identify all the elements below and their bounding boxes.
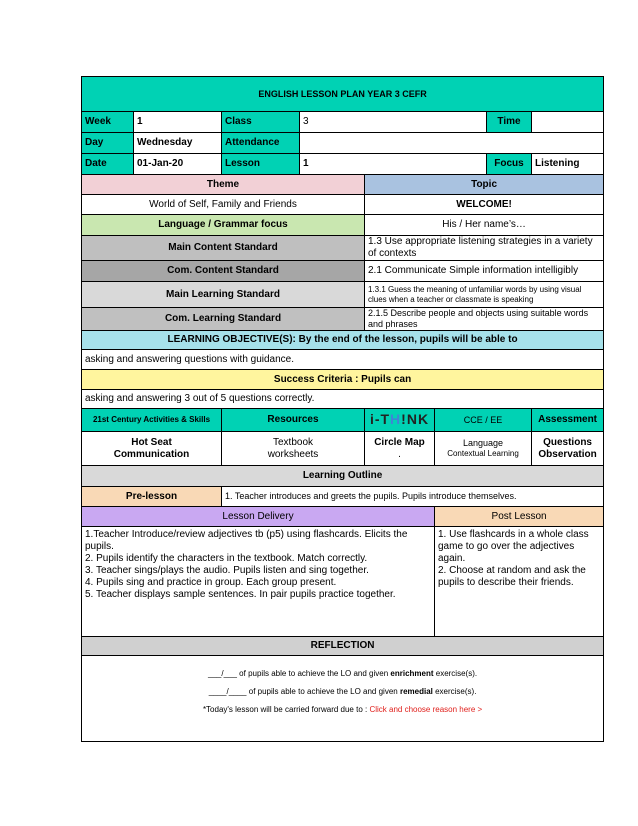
cce-1: Language	[462, 438, 504, 448]
assessment-1: Questions	[543, 436, 592, 448]
ithink-map-extra: .	[398, 448, 401, 460]
focus-value[interactable]: Listening	[532, 154, 604, 175]
day-label: Day	[82, 133, 134, 154]
resource-1: Textbook	[272, 436, 314, 448]
main-content-label: Main Content Standard	[82, 236, 365, 261]
pre-lesson-value[interactable]: 1. Teacher introduces and greets the pupils. Pupils introduce themselves.	[222, 487, 604, 507]
delivery-step: 2. Pupils identify the characters in the textbook. Match correctly.	[85, 553, 368, 564]
main-content-value[interactable]: 1.3 Use appropriate listening strategies in a variety of contexts	[365, 236, 604, 261]
lesson-value[interactable]: 1	[300, 154, 487, 175]
success-criteria-label: Success Criteria : Pupils can	[82, 370, 604, 390]
lesson-plan-table	[81, 76, 604, 742]
com-content-value[interactable]: 2.1 Communicate Simple information intelligibly	[365, 261, 604, 282]
week-value[interactable]: 1	[134, 112, 222, 133]
post-step: 2. Choose at random and ask the pupils to describe their friends.	[438, 565, 586, 588]
post-lesson-steps[interactable]	[435, 527, 604, 637]
post-step: 1. Use flashcards in a whole class game to go over the adjectives again.	[438, 529, 589, 564]
century-activity-2: Communication	[113, 448, 190, 460]
learning-outline-label: Learning Outline	[82, 466, 604, 487]
assessment-cell[interactable]	[532, 432, 604, 466]
class-label: Class	[222, 112, 300, 133]
assessment-header: Assessment	[532, 409, 604, 432]
reflection-body[interactable]	[82, 656, 604, 742]
delivery-step: 4. Pupils sing and practice in group. Each group present.	[85, 577, 337, 588]
language-focus-label: Language / Grammar focus	[82, 215, 365, 236]
com-learning-value[interactable]: 2.1.5 Describe people and objects using suitable words and phrases	[365, 308, 604, 331]
day-value[interactable]: Wednesday	[134, 133, 222, 154]
post-lesson-label: Post Lesson	[435, 507, 604, 527]
objective-label: LEARNING OBJECTIVE(S): By the end of the lesson, pupils will be able to	[82, 331, 604, 350]
reflection-carry-forward-line: *Today's lesson will be carried forward due to : Click and choose reason here >	[202, 704, 483, 714]
delivery-step: 3. Teacher sings/plays the audio. Pupils listen and sing together.	[85, 565, 369, 576]
delivery-step: 5. Teacher displays sample sentences. In pair pupils practice together.	[85, 589, 396, 600]
resources-header: Resources	[222, 409, 365, 432]
class-value[interactable]: 3	[300, 112, 487, 133]
page-title: ENGLISH LESSON PLAN YEAR 3 CEFR	[82, 77, 604, 112]
ithink-logo	[365, 409, 435, 432]
com-learning-label: Com. Learning Standard	[82, 308, 365, 331]
delivery-step: 1.Teacher Introduce/review adjectives tb (p5) using flashcards. Elicits the pupils.	[85, 529, 408, 552]
lesson-label: Lesson	[222, 154, 300, 175]
success-criteria-value[interactable]: asking and answering 3 out of 5 questions correctly.	[82, 390, 604, 409]
com-content-label: Com. Content Standard	[82, 261, 365, 282]
century-activities-header: 21st Century Activities & Skills	[82, 409, 222, 432]
lesson-plan-sheet	[81, 76, 603, 742]
cce-2: Contextual Learning	[447, 449, 519, 458]
theme-label: Theme	[82, 175, 365, 195]
topic-label: Topic	[365, 175, 604, 195]
assessment-2: Observation	[538, 448, 597, 460]
lesson-delivery-label: Lesson Delivery	[82, 507, 435, 527]
reason-dropdown[interactable]: Click and choose reason here >	[369, 704, 483, 714]
reflection-remedial-line: ____/____ of pupils able to achieve the LO and given remedial exercise(s).	[208, 686, 477, 696]
cce-header: CCE / EE	[435, 409, 532, 432]
century-activities-cell[interactable]	[82, 432, 222, 466]
pre-lesson-label: Pre-lesson	[82, 487, 222, 507]
date-label: Date	[82, 154, 134, 175]
theme-value[interactable]: World of Self, Family and Friends	[82, 195, 365, 215]
attendance-value[interactable]	[300, 133, 604, 154]
ithink-logo-text: i-TH!NK	[369, 410, 430, 427]
lesson-delivery-steps[interactable]	[82, 527, 435, 637]
topic-value[interactable]: WELCOME!	[365, 195, 604, 215]
language-focus-value[interactable]: His / Her name’s…	[365, 215, 604, 236]
objective-value[interactable]: asking and answering questions with guidance.	[82, 350, 604, 370]
ithink-map: Circle Map	[374, 436, 425, 448]
main-learning-value[interactable]: 1.3.1 Guess the meaning of unfamiliar words by using visual clues when a teacher or classmate is speaking	[365, 282, 604, 308]
main-learning-label: Main Learning Standard	[82, 282, 365, 308]
week-label: Week	[82, 112, 134, 133]
time-value[interactable]	[532, 112, 604, 133]
time-label: Time	[487, 112, 532, 133]
century-activity-1: Hot Seat	[131, 436, 172, 448]
attendance-label: Attendance	[222, 133, 300, 154]
resource-2: worksheets	[267, 448, 319, 460]
focus-label: Focus	[487, 154, 532, 175]
reflection-enrichment-line: ___/___ of pupils able to achieve the LO and given enrichment exercise(s).	[208, 668, 478, 678]
reflection-label: REFLECTION	[82, 637, 604, 656]
ithink-cell[interactable]	[365, 432, 435, 466]
resources-cell[interactable]	[222, 432, 365, 466]
cce-cell[interactable]	[435, 432, 532, 466]
date-value[interactable]: 01-Jan-20	[134, 154, 222, 175]
